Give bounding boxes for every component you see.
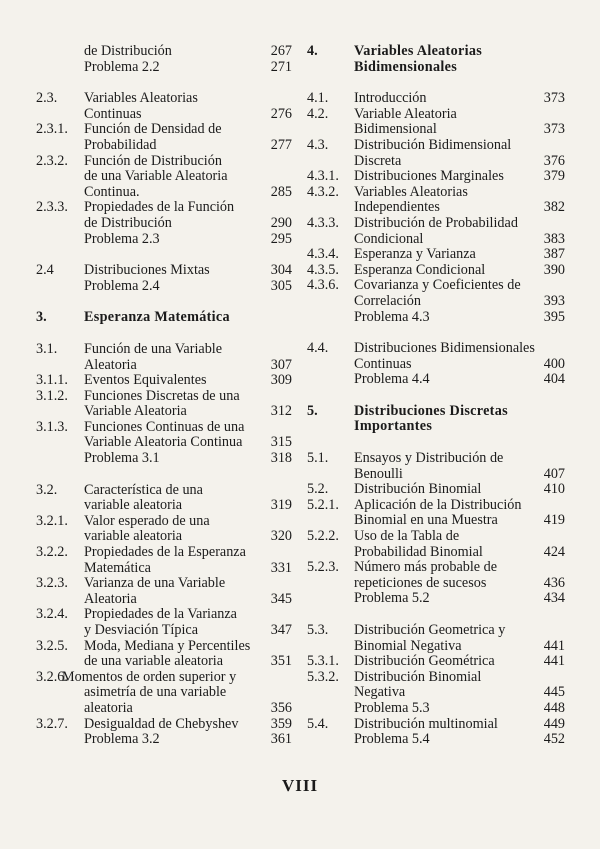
section-title: de una variable aleatoria bbox=[84, 653, 224, 670]
page-ref: 400 bbox=[543, 355, 565, 372]
section-title: Variables Aleatorias bbox=[354, 183, 468, 200]
spacer bbox=[307, 388, 565, 404]
section-number: 3.2.3. bbox=[36, 575, 68, 592]
section-title: de una Variable Aleatoria bbox=[84, 168, 228, 185]
chapter-heading bbox=[307, 60, 565, 76]
section-title: Variable Aleatoria bbox=[84, 403, 187, 420]
toc-entry bbox=[36, 107, 292, 123]
section-number: 4.2. bbox=[307, 105, 329, 122]
section-number: 3.1.1. bbox=[36, 372, 68, 389]
toc-entry bbox=[36, 169, 292, 185]
section-number: 3.2. bbox=[36, 481, 58, 498]
section-title: Moda, Mediana y Percentiles bbox=[84, 637, 251, 654]
section-number: 5.4. bbox=[307, 715, 329, 732]
section-number: 3.2.4. bbox=[36, 606, 68, 623]
section-title: Número más probable de bbox=[354, 559, 498, 576]
page-ref: 277 bbox=[270, 136, 292, 153]
page-ref: 347 bbox=[270, 622, 292, 638]
page-ref: 379 bbox=[543, 168, 565, 185]
section-number: 3.1.2. bbox=[36, 387, 68, 404]
section-title: Problema 3.1 bbox=[84, 450, 160, 467]
spacer bbox=[36, 294, 292, 310]
section-number: 3. bbox=[36, 309, 47, 326]
section-title: Problema 2.3 bbox=[84, 230, 160, 247]
toc-entry bbox=[36, 685, 292, 701]
toc-entry bbox=[36, 592, 292, 608]
section-title: Probabilidad bbox=[84, 136, 157, 153]
section-title: Problema 2.2 bbox=[84, 58, 160, 75]
section-number: 3.2.2. bbox=[36, 544, 68, 561]
page-ref: 419 bbox=[543, 512, 565, 529]
toc-entry bbox=[36, 529, 292, 545]
section-number: 3.2.5. bbox=[36, 637, 68, 654]
toc-entry bbox=[36, 373, 292, 389]
section-number: 5.3.1. bbox=[307, 653, 339, 670]
toc-entry bbox=[36, 138, 292, 154]
page-ref: 345 bbox=[270, 590, 292, 607]
section-title: variable aleatoria bbox=[84, 497, 183, 514]
toc-entry bbox=[307, 107, 565, 123]
toc-entry bbox=[307, 591, 565, 607]
page-ref: 315 bbox=[270, 434, 292, 451]
section-title: Aplicación de la Distribución bbox=[354, 496, 522, 513]
toc-entry bbox=[36, 420, 292, 436]
section-title: Distribución multinomial bbox=[354, 715, 498, 732]
section-title: asimetría de una variable bbox=[84, 684, 227, 701]
toc-entry bbox=[36, 122, 292, 138]
toc-entry bbox=[36, 185, 292, 201]
page-ref: 424 bbox=[543, 543, 565, 560]
spacer bbox=[36, 247, 292, 263]
spacer bbox=[307, 75, 565, 91]
section-number: 3.2.1. bbox=[36, 512, 68, 529]
section-number: 5.2.2. bbox=[307, 528, 339, 545]
section-number: 4.3.6. bbox=[307, 277, 339, 294]
toc-entry bbox=[307, 576, 565, 592]
section-title: Momentos de orden superior y bbox=[62, 668, 237, 685]
page-ref: 267 bbox=[270, 43, 292, 59]
page-ref: 359 bbox=[270, 715, 292, 732]
section-title: de Distribución bbox=[84, 214, 172, 231]
section-number: 5.2. bbox=[307, 481, 329, 498]
section-title: Función de Densidad de bbox=[84, 121, 222, 138]
page-number: VIII bbox=[281, 776, 319, 795]
toc-entry bbox=[36, 200, 292, 216]
section-title: repeticiones de sucesos bbox=[354, 574, 487, 591]
spacer bbox=[36, 75, 292, 91]
toc-entry bbox=[36, 389, 292, 405]
section-title: Distribuciones Marginales bbox=[354, 168, 504, 185]
toc-right-column bbox=[307, 44, 565, 748]
section-number: 4.3.5. bbox=[307, 261, 339, 278]
toc-entry bbox=[36, 435, 292, 451]
page-ref: 361 bbox=[270, 731, 292, 748]
toc-entry bbox=[307, 670, 565, 686]
section-number: 2.3.2. bbox=[36, 152, 68, 169]
toc-entry bbox=[307, 169, 565, 185]
toc-entry bbox=[307, 623, 565, 639]
section-number: 3.1.3. bbox=[36, 418, 68, 435]
section-title: Correlación bbox=[354, 292, 421, 309]
toc-entry bbox=[36, 404, 292, 420]
section-number: 5.2.1. bbox=[307, 496, 339, 513]
section-number: 4.3.4. bbox=[307, 246, 339, 263]
section-title: Ensayos y Distribución de bbox=[354, 450, 504, 467]
toc-entry bbox=[36, 91, 292, 107]
page-ref: 441 bbox=[543, 653, 565, 670]
toc-entry bbox=[307, 639, 565, 655]
section-title: Funciones Continuas de una bbox=[84, 418, 245, 435]
toc-entry bbox=[36, 576, 292, 592]
section-title: Distribución Geométrica bbox=[354, 653, 495, 670]
page-ref: 387 bbox=[543, 246, 565, 263]
page-ref: 305 bbox=[270, 277, 292, 294]
spacer bbox=[36, 326, 292, 342]
page-ref: 318 bbox=[270, 450, 292, 467]
chapter-heading bbox=[36, 310, 292, 326]
toc-entry bbox=[307, 185, 565, 201]
toc-entry bbox=[36, 545, 292, 561]
section-title: Condicional bbox=[354, 230, 424, 247]
toc-entry bbox=[307, 294, 565, 310]
section-title: Variables Aleatorias bbox=[84, 90, 198, 107]
section-number: 4.3. bbox=[307, 136, 329, 153]
section-title: Distribuciones Bidimensionales bbox=[354, 340, 535, 357]
page-ref: 276 bbox=[270, 105, 292, 122]
toc-entry bbox=[307, 498, 565, 514]
toc-entry bbox=[307, 701, 565, 717]
section-number: 4.3.2. bbox=[307, 183, 339, 200]
page-ref: 452 bbox=[543, 731, 565, 748]
section-title: Covarianza y Coeficientes de bbox=[354, 277, 521, 294]
toc-entry bbox=[36, 60, 292, 76]
page-ref: 304 bbox=[270, 262, 292, 279]
section-title: Distribución Bidimensional bbox=[354, 136, 512, 153]
toc-entry bbox=[307, 341, 565, 357]
chapter-title: Importantes bbox=[354, 418, 433, 435]
toc-left-column bbox=[36, 44, 292, 748]
toc-entry bbox=[307, 513, 565, 529]
section-number: 5.3.2. bbox=[307, 668, 339, 685]
page-ref: 271 bbox=[270, 58, 292, 75]
section-number: 3.1. bbox=[36, 340, 58, 357]
toc-entry bbox=[307, 732, 565, 748]
toc-entry bbox=[307, 216, 565, 232]
toc-entry bbox=[36, 483, 292, 499]
section-number: 4.4. bbox=[307, 340, 329, 357]
section-title: Benoulli bbox=[354, 465, 403, 482]
section-title: Función de Distribución bbox=[84, 152, 222, 169]
section-title: Esperanza Condicional bbox=[354, 261, 486, 278]
section-title: Negativa bbox=[354, 684, 406, 701]
page-ref: 373 bbox=[543, 90, 565, 107]
section-title: Funciones Discretas de una bbox=[84, 387, 240, 404]
toc-entry bbox=[36, 514, 292, 530]
section-number: 3.2.7. bbox=[36, 715, 68, 732]
section-title: Esperanza y Varianza bbox=[354, 246, 476, 263]
section-title: de Distribución bbox=[84, 43, 172, 59]
section-title: Distribuciones Mixtas bbox=[84, 262, 210, 279]
spacer bbox=[307, 435, 565, 451]
toc-entry bbox=[36, 44, 292, 60]
toc-entry bbox=[307, 200, 565, 216]
section-title: Problema 4.4 bbox=[354, 371, 430, 388]
toc-entry bbox=[307, 372, 565, 388]
section-title: Matemática bbox=[84, 559, 151, 576]
toc-entry bbox=[307, 138, 565, 154]
toc-entry bbox=[36, 498, 292, 514]
section-title: Aleatoria bbox=[84, 590, 137, 607]
toc-entry bbox=[307, 232, 565, 248]
chapter-title: Variables Aleatorias bbox=[354, 43, 483, 59]
section-number: 5.1. bbox=[307, 450, 329, 467]
page-ref: 295 bbox=[270, 230, 292, 247]
section-title: Distribución Binomial bbox=[354, 481, 482, 498]
section-title: Continuas bbox=[84, 105, 142, 122]
section-title: Discreta bbox=[354, 152, 402, 169]
page-ref: 320 bbox=[270, 528, 292, 545]
toc-entry bbox=[36, 561, 292, 577]
toc-entry bbox=[307, 685, 565, 701]
section-title: Variable Aleatoria bbox=[354, 105, 457, 122]
toc-entry bbox=[36, 639, 292, 655]
page-ref: 383 bbox=[543, 230, 565, 247]
section-title: Binomial en una Muestra bbox=[354, 512, 498, 529]
section-number: 2.4 bbox=[36, 262, 54, 279]
page-ref: 407 bbox=[543, 465, 565, 482]
section-title: Aleatoria bbox=[84, 356, 137, 373]
page-ref: 395 bbox=[543, 308, 565, 325]
toc-entry bbox=[307, 654, 565, 670]
section-title: Propiedades de la Esperanza bbox=[84, 544, 246, 561]
toc-entry bbox=[36, 623, 292, 639]
toc-entry bbox=[307, 467, 565, 483]
chapter-heading bbox=[307, 419, 565, 435]
chapter-title: Bidimensionales bbox=[354, 58, 458, 75]
page-ref: 373 bbox=[543, 121, 565, 138]
page-ref: 319 bbox=[270, 497, 292, 514]
section-title: Problema 4.3 bbox=[354, 308, 430, 325]
toc-entry bbox=[307, 91, 565, 107]
chapter-heading bbox=[307, 44, 565, 60]
section-title: aleatoria bbox=[84, 699, 133, 716]
section-number: 4.3.1. bbox=[307, 168, 339, 185]
section-title: Varianza de una Variable bbox=[84, 575, 226, 592]
chapter-heading bbox=[307, 404, 565, 420]
section-title: Función de una Variable bbox=[84, 340, 223, 357]
page-ref: 356 bbox=[270, 699, 292, 716]
toc-entry bbox=[36, 701, 292, 717]
section-number: 4.3.3. bbox=[307, 214, 339, 231]
section-title: Desigualdad de Chebyshev bbox=[84, 715, 239, 732]
toc-entry bbox=[36, 232, 292, 248]
toc-entry bbox=[36, 279, 292, 295]
section-title: y Desviación Típica bbox=[84, 622, 198, 638]
page-ref: 382 bbox=[543, 199, 565, 216]
toc-entry bbox=[36, 154, 292, 170]
page-ref: 445 bbox=[543, 684, 565, 701]
page-ref: 307 bbox=[270, 356, 292, 373]
toc-entry bbox=[307, 545, 565, 561]
section-title: Problema 5.3 bbox=[354, 699, 430, 716]
toc-entry bbox=[307, 560, 565, 576]
toc-entry bbox=[307, 122, 565, 138]
page-ref: 449 bbox=[543, 715, 565, 732]
toc-entry bbox=[307, 717, 565, 733]
section-title: Problema 2.4 bbox=[84, 277, 160, 294]
toc-entry bbox=[307, 310, 565, 326]
section-title: Bidimensional bbox=[354, 121, 437, 138]
toc-entry bbox=[36, 216, 292, 232]
toc-entry bbox=[36, 358, 292, 374]
chapter-title: Esperanza Matemática bbox=[84, 309, 230, 326]
section-number: 2.3. bbox=[36, 90, 58, 107]
toc-entry bbox=[307, 154, 565, 170]
toc-entry bbox=[36, 717, 292, 733]
section-title: Propiedades de la Varianza bbox=[84, 606, 237, 623]
section-number: 2.3.1. bbox=[36, 121, 68, 138]
page-ref: 351 bbox=[270, 653, 292, 670]
section-title: Binomial Negativa bbox=[354, 637, 462, 654]
toc-entry bbox=[36, 732, 292, 748]
section-title: Valor esperado de una bbox=[84, 512, 210, 529]
section-title: Característica de una bbox=[84, 481, 203, 498]
section-title: variable aleatoria bbox=[84, 528, 183, 545]
section-title: Continua. bbox=[84, 183, 140, 200]
toc-entry bbox=[307, 357, 565, 373]
page-ref: 393 bbox=[543, 292, 565, 309]
page-ref: 404 bbox=[543, 371, 565, 388]
toc-entry bbox=[307, 451, 565, 467]
section-title: Introducción bbox=[354, 90, 427, 107]
toc-entry bbox=[307, 278, 565, 294]
page-ref: 448 bbox=[543, 699, 565, 716]
section-title: Propiedades de la Función bbox=[84, 199, 235, 216]
toc-entry bbox=[307, 263, 565, 279]
page-ref: 312 bbox=[270, 403, 292, 420]
section-number: 5.3. bbox=[307, 622, 329, 638]
section-title: Uso de la Tabla de bbox=[354, 528, 460, 545]
section-title: Problema 3.2 bbox=[84, 731, 160, 748]
toc-entry bbox=[36, 670, 292, 686]
spacer bbox=[36, 467, 292, 483]
section-number: 4. bbox=[307, 43, 318, 59]
page-ref: 290 bbox=[270, 214, 292, 231]
section-number: 2.3.3. bbox=[36, 199, 68, 216]
section-title: Problema 5.2 bbox=[354, 590, 430, 607]
section-title: Variable Aleatoria Continua bbox=[84, 434, 243, 451]
chapter-title: Distribuciones Discretas bbox=[354, 402, 508, 419]
section-title: Independientes bbox=[354, 199, 440, 216]
page-ref: 285 bbox=[270, 183, 292, 200]
section-title: Probabilidad Binomial bbox=[354, 543, 483, 560]
page-ref: 309 bbox=[270, 372, 292, 389]
section-number: 5.2.3. bbox=[307, 559, 339, 576]
toc-entry bbox=[36, 342, 292, 358]
section-title: Problema 5.4 bbox=[354, 731, 430, 748]
section-number: 5. bbox=[307, 402, 318, 419]
toc-entry bbox=[36, 451, 292, 467]
toc-entry bbox=[36, 654, 292, 670]
section-number: 4.1. bbox=[307, 90, 329, 107]
section-number: 3.2.6. bbox=[36, 668, 68, 685]
page-ref: 331 bbox=[270, 559, 292, 576]
section-title: Distribución Geometrica y bbox=[354, 622, 506, 638]
toc-entry bbox=[307, 247, 565, 263]
toc-entry bbox=[307, 482, 565, 498]
page-ref: 376 bbox=[543, 152, 565, 169]
page-ref: 441 bbox=[543, 637, 565, 654]
section-title: Eventos Equivalentes bbox=[84, 372, 207, 389]
toc-entry bbox=[36, 263, 292, 279]
page-ref: 410 bbox=[543, 481, 565, 498]
spacer bbox=[307, 607, 565, 623]
spacer bbox=[307, 325, 565, 341]
section-title: Distribución Binomial bbox=[354, 668, 482, 685]
toc-entry bbox=[36, 607, 292, 623]
toc-entry bbox=[307, 529, 565, 545]
page-ref: 434 bbox=[543, 590, 565, 607]
section-title: Continuas bbox=[354, 355, 412, 372]
page-ref: 436 bbox=[543, 574, 565, 591]
section-title: Distribución de Probabilidad bbox=[354, 214, 518, 231]
page-ref: 390 bbox=[543, 261, 565, 278]
